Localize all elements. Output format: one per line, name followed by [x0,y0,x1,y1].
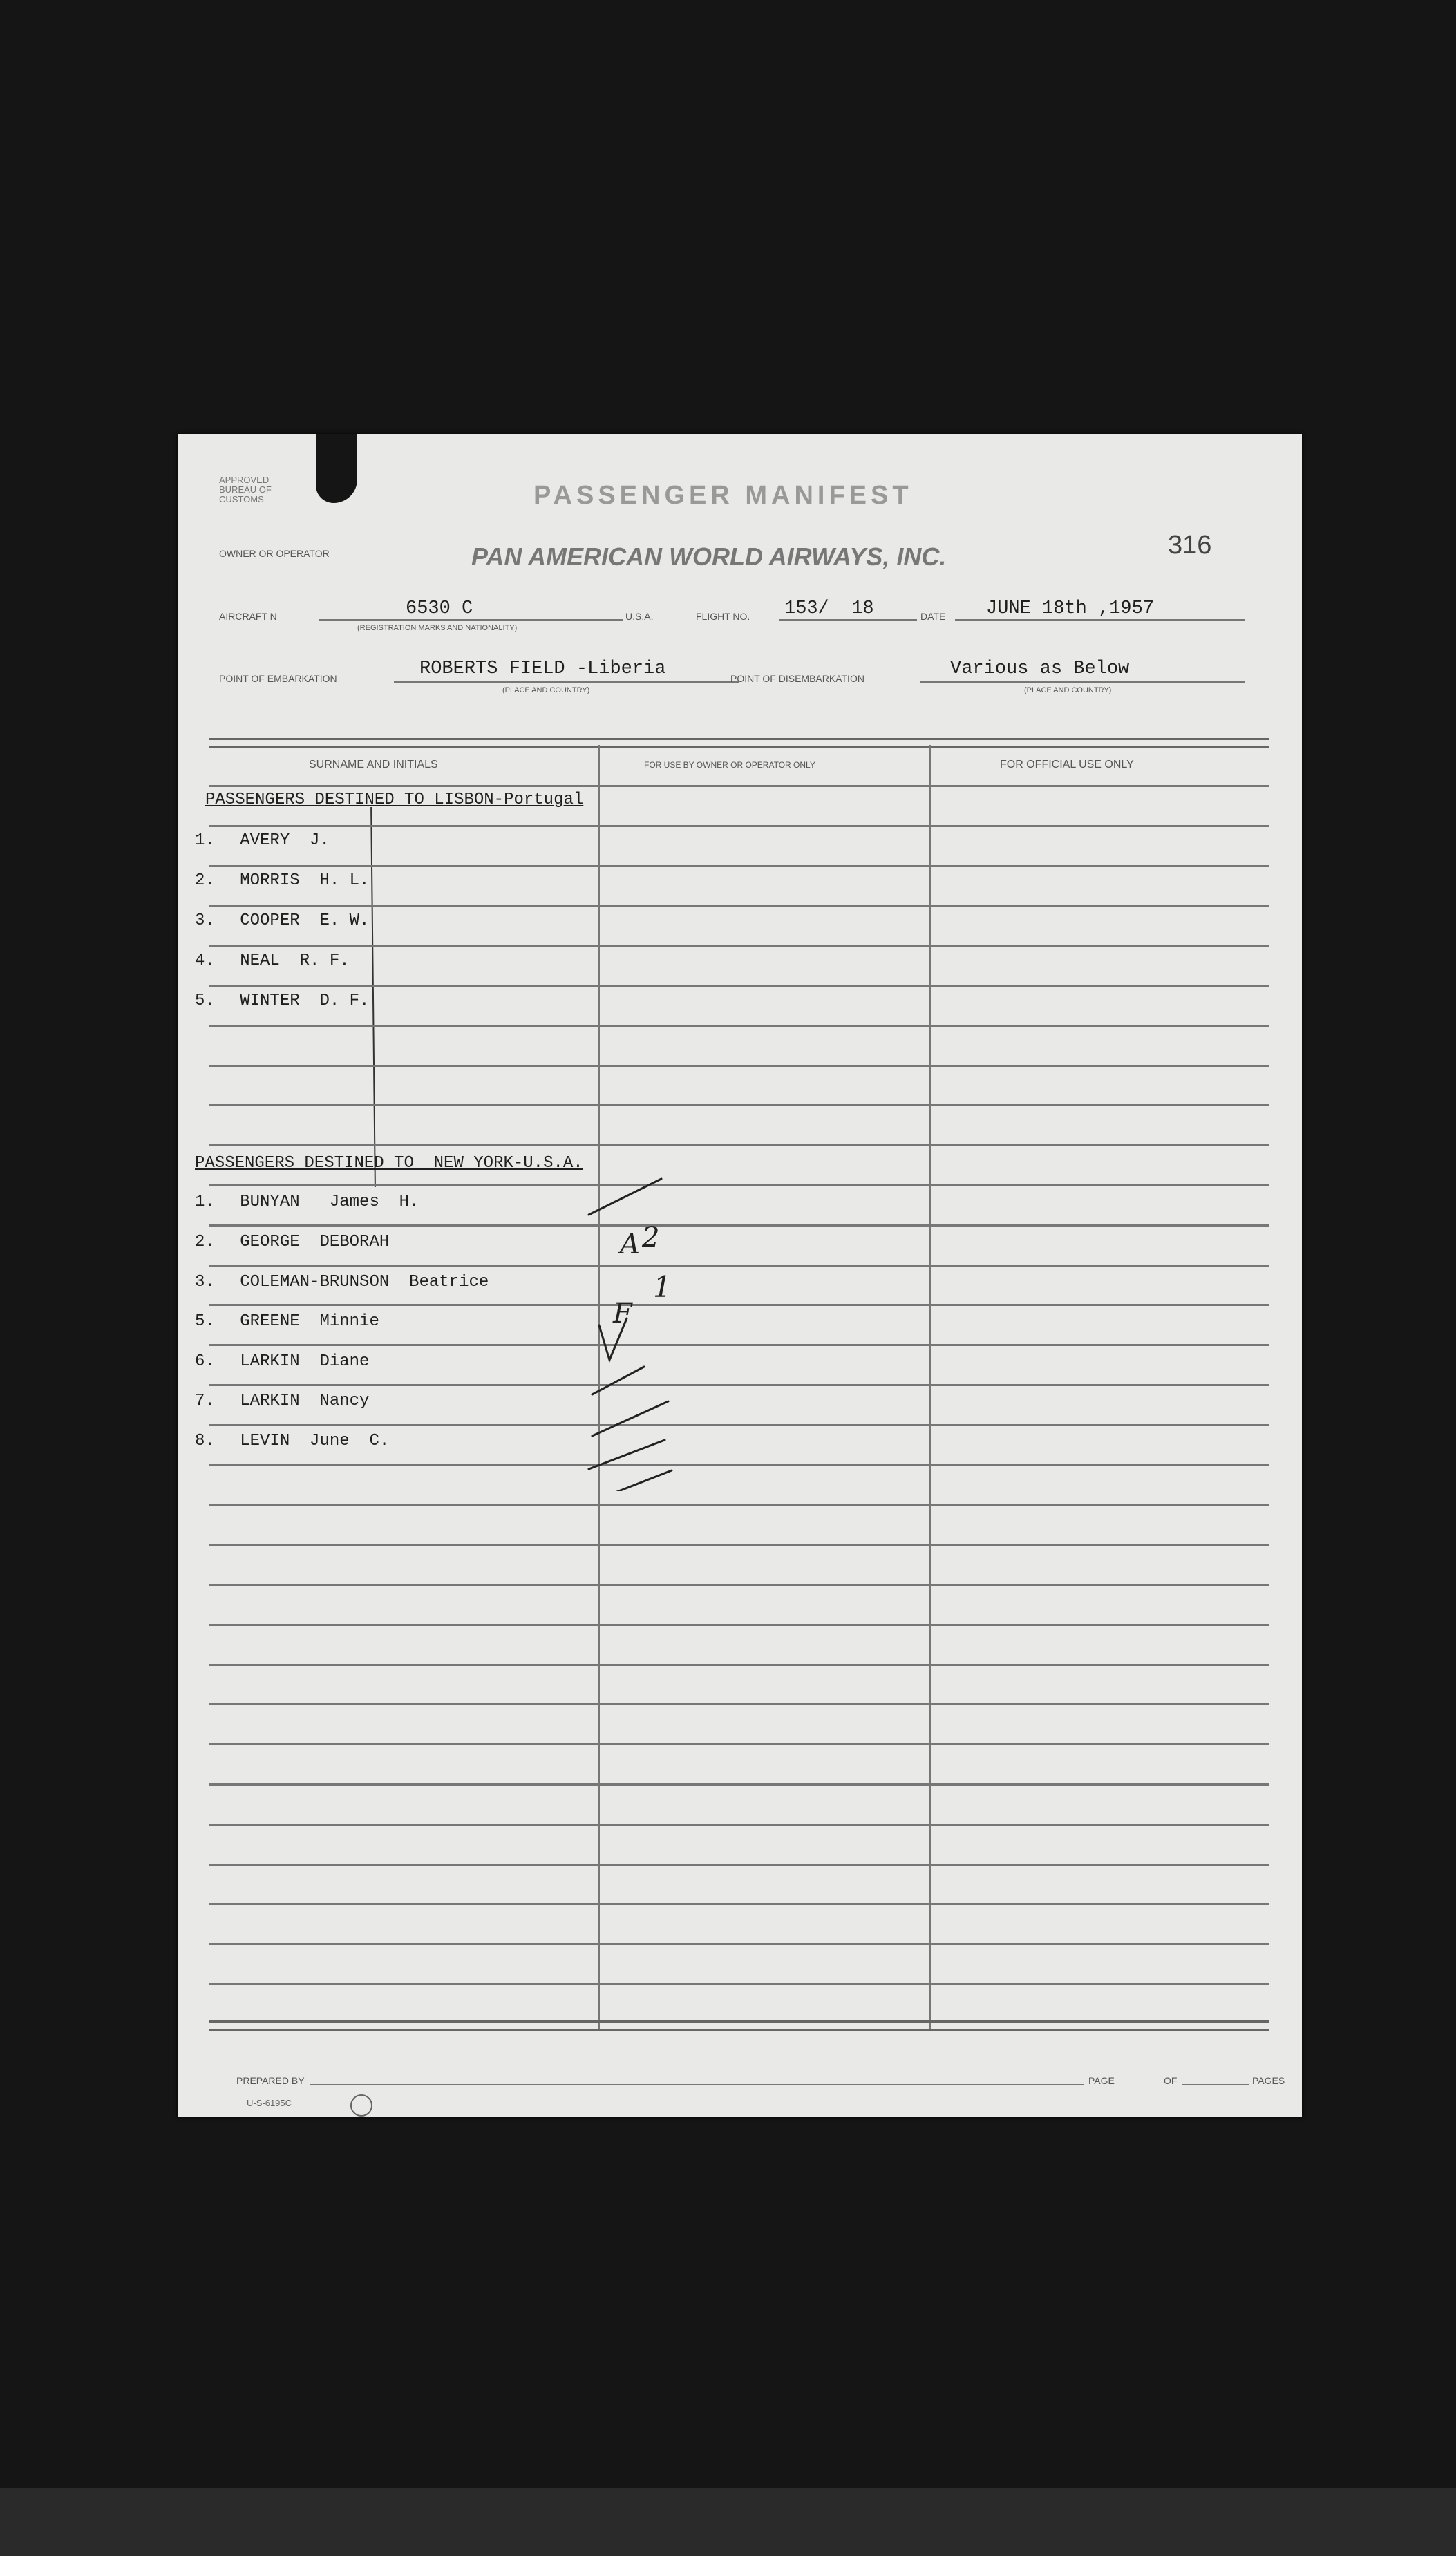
table-rule [209,905,1269,907]
passenger-number: 8. [195,1432,215,1450]
col-header-official: FOR OFFICIAL USE ONLY [1000,759,1134,770]
table-rule [209,1943,1269,1945]
table-rule [209,1983,1269,1985]
prepared-underline [310,2084,1084,2085]
table-rule [209,1224,1269,1227]
list-item [195,911,369,930]
form-title: PASSENGER MANIFEST [533,481,913,510]
page-number: 316 [1168,531,1212,560]
place-caption-2: (PLACE AND COUNTRY) [1024,686,1112,694]
footer-page: PAGE [1088,2075,1115,2086]
passenger-number: 5. [195,1312,215,1331]
disembark-label: POINT OF DISEMBARKATION [730,673,864,684]
table-rule [209,1903,1269,1905]
table-bottom-rule [209,2020,1269,2031]
passenger-name: AVERY J. [240,831,330,850]
table-rule [209,865,1269,867]
passenger-number: 4. [195,952,215,970]
list-item [195,1233,389,1251]
table-rule [209,1664,1269,1666]
registration-caption: (REGISTRATION MARKS AND NATIONALITY) [357,624,518,632]
flight-value: 153/ 18 [784,598,874,619]
form-code: U-S-6195C [247,2098,292,2108]
disembark-underline [920,681,1245,683]
embark-label: POINT OF EMBARKATION [219,673,337,684]
aircraft-underline [319,619,623,621]
passenger-name: NEAL R. F. [240,952,350,970]
table-rule [209,1184,1269,1186]
col-header-operator: FOR USE BY OWNER OR OPERATOR ONLY [644,760,815,770]
handwritten-mark-f: F [613,1298,632,1329]
list-item [195,1273,489,1291]
table-rule [209,1384,1269,1386]
passenger-name: LARKIN Diane [240,1352,370,1371]
table-rule [209,985,1269,987]
table-rule [209,1025,1269,1027]
aircraft-value: 6530 C [406,598,473,619]
handwritten-mark-2: 2 [642,1222,660,1253]
passenger-number: 1. [195,1193,215,1211]
list-item [195,871,369,890]
table-rule [209,1304,1269,1306]
embark-value: ROBERTS FIELD -Liberia [419,659,666,679]
list-item [195,992,369,1010]
date-label: DATE [920,611,946,622]
usa-label: U.S.A. [625,611,654,622]
approval-stamp [219,475,272,504]
table-rule [209,785,1269,787]
owner-value: PAN AMERICAN WORLD AIRWAYS, INC. [471,542,947,571]
list-item [195,1312,379,1331]
table-rule [209,1783,1269,1786]
passenger-number: 1. [195,831,215,850]
passenger-name: COOPER E. W. [240,911,370,930]
list-item [195,1432,389,1450]
handwritten-mark-1: 1 [653,1270,672,1304]
footer-of: OF [1164,2075,1178,2086]
pen-stroke [370,807,376,1187]
passenger-number: 3. [195,911,215,930]
handwritten-checkmarks [585,1173,724,1491]
table-rule [209,1464,1269,1466]
table-rule [209,1624,1269,1626]
stamp-line: CUSTOMS [219,494,264,504]
table-rule [209,1743,1269,1745]
list-item [195,1392,369,1410]
table-rule [209,1544,1269,1546]
date-value: JUNE 18th ,1957 [986,598,1155,619]
passenger-number: 6. [195,1352,215,1371]
flight-label: FLIGHT NO. [696,611,750,622]
column-divider-2 [929,745,931,2030]
embark-underline [394,681,739,683]
manifest-page [178,434,1302,2117]
passenger-number: 2. [195,871,215,890]
table-rule [209,1584,1269,1586]
disembark-value: Various as Below [950,659,1130,679]
flight-underline [779,619,917,621]
place-caption: (PLACE AND COUNTRY) [502,686,590,694]
list-item [195,952,350,970]
passenger-name: MORRIS H. L. [240,871,370,890]
table-rule [209,1424,1269,1426]
table-rule [209,1344,1269,1346]
passenger-number: 2. [195,1233,215,1251]
table-rule [209,1265,1269,1267]
table-rule [209,825,1269,827]
table-rule [209,1703,1269,1705]
table-rule [209,1104,1269,1106]
table-rule [209,1144,1269,1146]
table-top-rule [209,738,1269,748]
table-rule [209,1504,1269,1506]
handwritten-mark-a: A [620,1229,640,1260]
col-header-surname: SURNAME AND INITIALS [309,759,438,770]
stamp-line: APPROVED [219,475,270,485]
passenger-name: BUNYAN James H. [240,1193,419,1211]
group-heading-lisbon: PASSENGERS DESTINED TO LISBON-Portugal [205,791,584,809]
passenger-number: 3. [195,1273,215,1291]
of-underline [1182,2084,1249,2085]
passenger-name: LARKIN Nancy [240,1392,370,1410]
passenger-name: WINTER D. F. [240,992,370,1010]
owner-label: OWNER OR OPERATOR [219,548,330,559]
aircraft-label: AIRCRAFT N [219,611,277,622]
passenger-number: 7. [195,1392,215,1410]
table-rule [209,945,1269,947]
scan-background-edge [0,2488,1456,2556]
list-item [195,1352,369,1371]
footer-pages: PAGES [1252,2075,1285,2086]
passenger-name: COLEMAN-BRUNSON Beatrice [240,1273,489,1291]
passenger-name: GEORGE DEBORAH [240,1233,390,1251]
stamp-line: BUREAU OF [219,484,272,495]
torn-corner-mark [316,434,357,503]
table-rule [209,1065,1269,1067]
list-item [195,831,330,850]
footer-prepared-by: PREPARED BY [236,2075,305,2086]
union-bug-icon [350,2094,372,2117]
passenger-name: LEVIN June C. [240,1432,390,1450]
date-underline [955,619,1245,621]
group-heading-new-york: PASSENGERS DESTINED TO NEW YORK-U.S.A. [195,1154,583,1173]
list-item [195,1193,419,1211]
passenger-name: GREENE Minnie [240,1312,379,1331]
passenger-number: 5. [195,992,215,1010]
table-rule [209,1824,1269,1826]
table-rule [209,1864,1269,1866]
